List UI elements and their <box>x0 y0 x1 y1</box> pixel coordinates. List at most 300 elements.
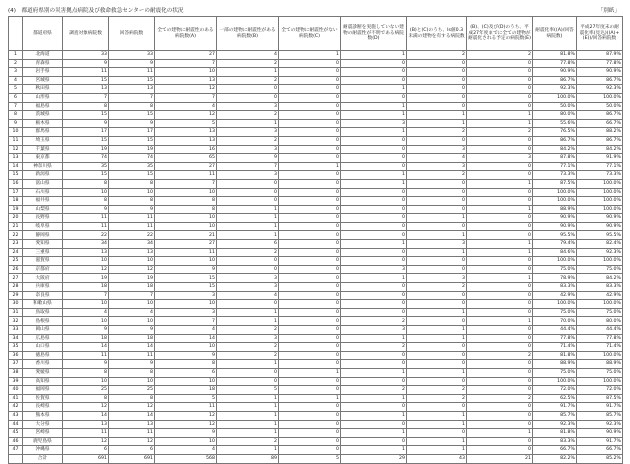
table-cell: 0 <box>407 205 467 214</box>
table-cell: 0 <box>217 179 279 188</box>
table-cell: 11 <box>155 403 217 412</box>
table-cell: 35 <box>63 162 109 171</box>
table-cell: 8 <box>109 179 155 188</box>
table-cell: 13 <box>155 128 217 137</box>
table-cell: 0 <box>467 85 533 94</box>
table-cell: 1 <box>467 248 533 257</box>
table-cell: 1 <box>407 368 467 377</box>
table-cell: 2 <box>341 386 407 395</box>
table-cell: 1 <box>341 394 407 403</box>
table-cell: 13 <box>109 248 155 257</box>
table-cell: 0 <box>467 265 533 274</box>
table-row <box>9 351 623 360</box>
table-cell: 75.0% <box>577 368 623 377</box>
table-cell: 1 <box>217 308 279 317</box>
table-cell: 6 <box>109 446 155 455</box>
table-cell: 1 <box>9 51 23 60</box>
table-cell: 6 <box>155 368 217 377</box>
table-cell: 18 <box>9 197 23 206</box>
table-cell: 0 <box>341 257 407 266</box>
table-cell: 34 <box>9 334 23 343</box>
table-row <box>9 154 623 163</box>
table-cell: 100.0% <box>577 351 623 360</box>
table-cell: 90.9% <box>533 214 577 223</box>
table-cell: 11 <box>63 429 109 438</box>
table-row <box>9 136 623 145</box>
table-cell: 15 <box>9 171 23 180</box>
table-cell: 1 <box>217 222 279 231</box>
table-cell: 1 <box>407 111 467 120</box>
table-cell: 19 <box>63 145 109 154</box>
table-cell: 7 <box>155 317 217 326</box>
table-cell: 92.3% <box>577 248 623 257</box>
table-cell: 0 <box>279 222 341 231</box>
table-cell: 7 <box>217 162 279 171</box>
table-cell: 9 <box>155 429 217 438</box>
table-cell: 55.6% <box>533 119 577 128</box>
prefecture-cell: 宮城県 <box>23 76 63 85</box>
table-cell: 95.5% <box>533 231 577 240</box>
table-cell: 33 <box>9 326 23 335</box>
table-cell: 1 <box>217 205 279 214</box>
table-cell: 0 <box>467 360 533 369</box>
prefecture-cell: 宮崎県 <box>23 429 63 438</box>
table-row <box>9 222 623 231</box>
table-cell: 10 <box>155 188 217 197</box>
table-cell: 90.9% <box>577 68 623 77</box>
table-cell: 11 <box>63 68 109 77</box>
table-cell: 1 <box>341 171 407 180</box>
table-cell: 77.1% <box>577 162 623 171</box>
column-header: (B)と(C)のうち、Is値0.3未満の建物を有する病院数 <box>407 17 467 51</box>
table-cell: 0 <box>279 386 341 395</box>
table-row <box>9 85 623 94</box>
prefecture-cell: 大分県 <box>23 420 63 429</box>
table-row <box>9 214 623 223</box>
table-cell: 9 <box>63 360 109 369</box>
column-header: 耐震化率((A)/回答病院数) <box>533 17 577 51</box>
table-cell: 100.0% <box>577 179 623 188</box>
table-cell: 34 <box>109 240 155 249</box>
prefecture-cell: 鳥取県 <box>23 308 63 317</box>
table-cell: 90.9% <box>533 68 577 77</box>
table-cell: 0 <box>341 351 407 360</box>
table-cell: 6 <box>9 93 23 102</box>
table-cell: 1 <box>217 317 279 326</box>
table-cell: 88.2% <box>577 128 623 137</box>
table-cell: 91.7% <box>577 437 623 446</box>
table-cell: 86.7% <box>533 76 577 85</box>
table-cell: 1 <box>341 179 407 188</box>
table-cell: 40 <box>9 386 23 395</box>
table-cell: 0 <box>341 205 407 214</box>
table-cell: 0 <box>407 136 467 145</box>
table-cell: 100.0% <box>577 93 623 102</box>
table-row <box>9 68 623 77</box>
table-cell: 8 <box>109 197 155 206</box>
table-cell: 5 <box>279 454 341 463</box>
table-cell: 25 <box>63 386 109 395</box>
table-cell: 0 <box>467 403 533 412</box>
table-cell: 100.0% <box>577 197 623 206</box>
table-cell: 0 <box>467 162 533 171</box>
table-cell: 1 <box>217 214 279 223</box>
table-cell: 0 <box>467 59 533 68</box>
table-cell: 7 <box>109 291 155 300</box>
prefecture-cell: 群馬県 <box>23 128 63 137</box>
table-cell: 5 <box>9 85 23 94</box>
table-cell: 85.2% <box>577 454 623 463</box>
table-cell: 3 <box>217 145 279 154</box>
table-cell: 0 <box>279 128 341 137</box>
table-row <box>9 231 623 240</box>
table-cell: 11 <box>155 171 217 180</box>
table-cell: 62.5% <box>533 394 577 403</box>
prefecture-cell: 長野県 <box>23 214 63 223</box>
table-cell: 0 <box>341 197 407 206</box>
table-cell: 44.4% <box>533 326 577 335</box>
table-cell: 16 <box>9 179 23 188</box>
table-cell: 1 <box>217 119 279 128</box>
table-cell: 2 <box>217 326 279 335</box>
table-cell: 0 <box>341 59 407 68</box>
table-cell: 0 <box>341 300 407 309</box>
table-cell: 30 <box>9 300 23 309</box>
table-row <box>9 171 623 180</box>
table-cell: 21 <box>467 454 533 463</box>
table-cell: 0 <box>407 179 467 188</box>
table-cell: 15 <box>63 76 109 85</box>
prefecture-cell: 三重県 <box>23 248 63 257</box>
table-cell: 0 <box>407 429 467 438</box>
table-cell: 66.7% <box>577 446 623 455</box>
table-cell: 47 <box>9 446 23 455</box>
table-cell: 71.4% <box>577 343 623 352</box>
table-cell: 1 <box>341 274 407 283</box>
table-cell: 87.9% <box>577 51 623 60</box>
table-cell: 84.2% <box>577 145 623 154</box>
table-cell: 8 <box>155 197 217 206</box>
table-cell: 88.9% <box>533 360 577 369</box>
table-cell: 10 <box>9 128 23 137</box>
table-cell: 0 <box>467 326 533 335</box>
table-cell: 10 <box>109 257 155 266</box>
table-row <box>9 343 623 352</box>
table-cell: 1 <box>407 420 467 429</box>
prefecture-cell: 鹿児島県 <box>23 437 63 446</box>
column-header: 全ての建物に耐震性のある病院数(A) <box>155 17 217 51</box>
table-cell: 90.9% <box>577 214 623 223</box>
table-cell: 0 <box>341 188 407 197</box>
table-cell: 0 <box>467 377 533 386</box>
table-cell: 9 <box>9 119 23 128</box>
table-cell: 0 <box>407 360 467 369</box>
prefecture-cell: 広島県 <box>23 334 63 343</box>
table-cell: 0 <box>407 102 467 111</box>
table-cell: 0 <box>279 179 341 188</box>
prefecture-cell: 岐阜県 <box>23 222 63 231</box>
table-cell: 9 <box>109 119 155 128</box>
table-cell: 1 <box>467 429 533 438</box>
table-cell: 75.0% <box>577 308 623 317</box>
table-cell: 38 <box>9 368 23 377</box>
table-cell: 12 <box>155 111 217 120</box>
table-row <box>9 317 623 326</box>
table-cell: 0 <box>467 222 533 231</box>
table-cell: 12 <box>63 403 109 412</box>
table-cell: 0 <box>407 265 467 274</box>
table-cell: 0 <box>407 317 467 326</box>
table-row <box>9 240 623 249</box>
table-cell: 0 <box>407 222 467 231</box>
table-cell: 1 <box>467 317 533 326</box>
table-cell: 10 <box>155 257 217 266</box>
table-cell: 100.0% <box>533 197 577 206</box>
table-cell: 3 <box>407 274 467 283</box>
prefecture-cell: 栃木県 <box>23 119 63 128</box>
table-cell: 24 <box>9 248 23 257</box>
document-title: (4) 都道府県別の災害拠点病院及び救命救急センターの耐震化の状況 <box>8 8 184 14</box>
table-cell: 0 <box>341 308 407 317</box>
table-cell: 87.5% <box>577 394 623 403</box>
table-cell: 1 <box>341 85 407 94</box>
table-cell: 3 <box>217 171 279 180</box>
table-cell: 33 <box>63 51 109 60</box>
table-row <box>9 291 623 300</box>
table-cell: 0 <box>407 377 467 386</box>
table-cell: 1 <box>279 51 341 60</box>
table-cell: 1 <box>217 231 279 240</box>
table-cell: 0 <box>279 265 341 274</box>
table-cell: 26 <box>9 265 23 274</box>
table-cell: 0 <box>279 300 341 309</box>
table-cell: 11 <box>109 429 155 438</box>
table-cell: 1 <box>341 111 407 120</box>
table-row <box>9 248 623 257</box>
table-row <box>9 205 623 214</box>
table-row <box>9 51 623 60</box>
table-cell: 100.0% <box>577 377 623 386</box>
table-cell: 19 <box>63 274 109 283</box>
table-row <box>9 274 623 283</box>
table-cell: 22 <box>109 231 155 240</box>
table-cell: 12 <box>63 265 109 274</box>
prefecture-cell: 神奈川県 <box>23 162 63 171</box>
table-cell: 84.6% <box>533 248 577 257</box>
prefecture-cell: 和歌山県 <box>23 300 63 309</box>
table-cell: 8 <box>9 111 23 120</box>
table-cell: 3 <box>467 154 533 163</box>
table-cell: 15 <box>63 171 109 180</box>
table-cell: 0 <box>467 68 533 77</box>
table-cell: 92.3% <box>533 420 577 429</box>
table-cell: 72.0% <box>533 386 577 395</box>
table-cell: 9 <box>155 265 217 274</box>
table-cell: 4 <box>155 102 217 111</box>
table-cell: 1 <box>217 403 279 412</box>
table-cell: 15 <box>63 136 109 145</box>
table-cell: 0 <box>467 93 533 102</box>
table-cell: 36 <box>9 351 23 360</box>
table-cell: 1 <box>217 68 279 77</box>
table-cell: 100.0% <box>533 257 577 266</box>
prefecture-cell: 愛知県 <box>23 240 63 249</box>
table-cell: 0 <box>467 308 533 317</box>
table-cell: 75.0% <box>533 368 577 377</box>
table-cell: 3 <box>217 274 279 283</box>
table-cell: 0 <box>467 283 533 292</box>
table-row <box>9 197 623 206</box>
table-cell: 0 <box>279 403 341 412</box>
table-cell: 87.8% <box>533 154 577 163</box>
table-cell: 3 <box>155 291 217 300</box>
table-cell: 0 <box>341 222 407 231</box>
prefecture-cell: 島根県 <box>23 317 63 326</box>
table-cell: 0 <box>341 283 407 292</box>
table-cell: 0 <box>467 188 533 197</box>
table-cell: 91.7% <box>533 403 577 412</box>
table-cell: 2 <box>217 437 279 446</box>
table-cell: 0 <box>467 291 533 300</box>
table-row <box>9 446 623 455</box>
table-cell: 31 <box>9 308 23 317</box>
table-cell: 0 <box>279 257 341 266</box>
table-cell: 1 <box>407 231 467 240</box>
table-row <box>9 334 623 343</box>
prefecture-cell: 千葉県 <box>23 145 63 154</box>
prefecture-cell: 山口県 <box>23 343 63 352</box>
table-cell: 1 <box>217 429 279 438</box>
table-cell: 81.8% <box>533 429 577 438</box>
table-cell: 1 <box>407 326 467 335</box>
prefecture-cell: 熊本県 <box>23 411 63 420</box>
table-cell: 1 <box>407 437 467 446</box>
table-cell: 1 <box>467 179 533 188</box>
table-row <box>9 128 623 137</box>
table-cell: 45 <box>9 429 23 438</box>
prefecture-cell: 佐賀県 <box>23 394 63 403</box>
table-cell: 691 <box>109 454 155 463</box>
table-cell: 12 <box>109 403 155 412</box>
table-cell: 0 <box>467 343 533 352</box>
table-cell: 100.0% <box>533 93 577 102</box>
table-cell: 22 <box>63 231 109 240</box>
table-cell: 3 <box>217 128 279 137</box>
table-cell: 43 <box>407 454 467 463</box>
table-cell: 77.1% <box>533 162 577 171</box>
table-cell: 44.4% <box>577 326 623 335</box>
table-cell: 2 <box>407 283 467 292</box>
table-cell: 0 <box>407 403 467 412</box>
table-cell: 1 <box>467 205 533 214</box>
table-cell: 0 <box>279 102 341 111</box>
table-cell: 0 <box>341 136 407 145</box>
table-cell: 0 <box>279 76 341 85</box>
table-cell: 0 <box>279 85 341 94</box>
table-cell: 42.9% <box>533 291 577 300</box>
table-row <box>9 429 623 438</box>
table-cell: 17 <box>9 188 23 197</box>
table-cell: 76.5% <box>533 128 577 137</box>
table-cell: 11 <box>109 351 155 360</box>
table-cell: 9 <box>109 205 155 214</box>
prefecture-cell: 岩手県 <box>23 68 63 77</box>
prefecture-cell: 秋田県 <box>23 85 63 94</box>
column-header <box>9 17 23 51</box>
table-cell: 7 <box>155 93 217 102</box>
table-cell: 41 <box>9 394 23 403</box>
table-cell: 7 <box>109 93 155 102</box>
table-cell: 14 <box>109 411 155 420</box>
table-cell: 0 <box>279 68 341 77</box>
table-cell: 0 <box>467 420 533 429</box>
table-cell: 0 <box>217 300 279 309</box>
table-row <box>9 308 623 317</box>
table-cell: 0 <box>279 420 341 429</box>
table-cell: 1 <box>341 51 407 60</box>
table-row <box>9 326 623 335</box>
table-cell: 46 <box>9 437 23 446</box>
table-cell: 0 <box>279 240 341 249</box>
table-cell: 100.0% <box>577 188 623 197</box>
table-cell: 13 <box>155 76 217 85</box>
total-row <box>9 454 623 463</box>
table-cell: 2 <box>407 128 467 137</box>
table-cell: 80.0% <box>577 317 623 326</box>
table-cell: 86.7% <box>577 111 623 120</box>
table-cell: 10 <box>109 377 155 386</box>
table-cell: 1 <box>341 102 407 111</box>
table-cell <box>9 454 23 463</box>
table-cell: 0 <box>279 317 341 326</box>
table-cell: 0 <box>467 257 533 266</box>
table-cell: 0 <box>341 68 407 77</box>
table-cell: 15 <box>109 171 155 180</box>
table-cell: 42.9% <box>577 291 623 300</box>
column-header: 平成27年度末の耐震化率(見込)((A)+(E))/回答病院数 <box>577 17 623 51</box>
prefecture-cell: 東京都 <box>23 154 63 163</box>
table-cell: 0 <box>341 93 407 102</box>
prefecture-cell: 合計 <box>23 454 63 463</box>
table-row <box>9 411 623 420</box>
table-cell: 10 <box>63 257 109 266</box>
table-cell: 73.3% <box>533 171 577 180</box>
table-cell: 1 <box>341 240 407 249</box>
table-cell: 2 <box>407 51 467 60</box>
table-cell: 0 <box>341 76 407 85</box>
table-cell: 15 <box>109 111 155 120</box>
prefecture-cell: 徳島県 <box>23 351 63 360</box>
table-cell: 80.0% <box>533 111 577 120</box>
table-cell: 0 <box>279 119 341 128</box>
table-cell: 9 <box>63 205 109 214</box>
prefecture-cell: 愛媛県 <box>23 368 63 377</box>
prefecture-cell: 香川県 <box>23 360 63 369</box>
prefecture-cell: 埼玉県 <box>23 136 63 145</box>
table-cell: 85.7% <box>533 411 577 420</box>
table-cell: 4 <box>9 76 23 85</box>
table-cell: 0 <box>467 411 533 420</box>
table-cell: 0 <box>341 154 407 163</box>
table-cell: 8 <box>155 360 217 369</box>
table-row <box>9 59 623 68</box>
table-cell: 0 <box>467 334 533 343</box>
table-cell: 0 <box>341 377 407 386</box>
table-cell: 0 <box>407 351 467 360</box>
table-cell: 8 <box>109 394 155 403</box>
table-cell: 0 <box>341 403 407 412</box>
table-cell: 8 <box>63 102 109 111</box>
